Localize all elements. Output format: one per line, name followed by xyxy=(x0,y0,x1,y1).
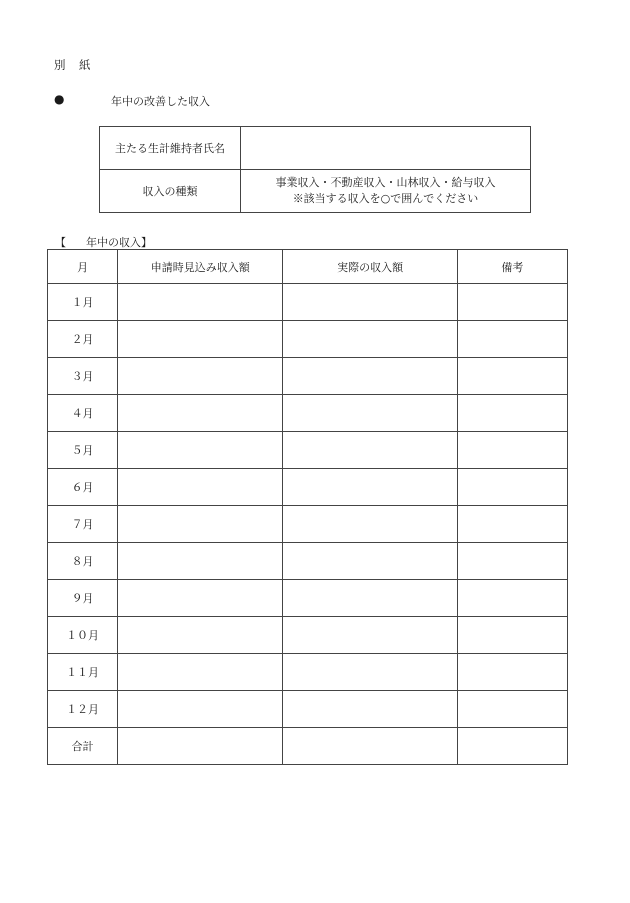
income-header-row xyxy=(48,250,568,284)
estimated-income-cell[interactable] xyxy=(118,691,283,728)
estimated-income-cell[interactable] xyxy=(118,469,283,506)
table-row xyxy=(48,395,568,432)
actual-income-cell[interactable] xyxy=(283,469,457,506)
actual-income-cell[interactable] xyxy=(283,506,457,543)
actual-income-cell[interactable] xyxy=(283,543,457,580)
estimated-income-cell[interactable] xyxy=(118,321,283,358)
remarks-cell[interactable] xyxy=(457,617,567,654)
remarks-cell[interactable] xyxy=(457,580,567,617)
income-table xyxy=(47,249,568,765)
table-row xyxy=(48,617,568,654)
table-row xyxy=(48,691,568,728)
actual-income-cell[interactable] xyxy=(283,728,457,765)
month-cell: ９月 xyxy=(48,580,118,617)
month-cell: ６月 xyxy=(48,469,118,506)
table-row xyxy=(48,284,568,321)
month-cell: ５月 xyxy=(48,432,118,469)
income-type-options: 事業収入・不動産収入・山林収入・給与収入 xyxy=(275,176,496,189)
table-row xyxy=(48,543,568,580)
info-table xyxy=(99,126,531,213)
table-row xyxy=(48,728,568,765)
info-row-name xyxy=(100,127,531,170)
estimated-income-cell[interactable] xyxy=(118,284,283,321)
actual-income-cell[interactable] xyxy=(283,284,457,321)
header-month: 月 xyxy=(48,250,118,284)
month-cell: ７月 xyxy=(48,506,118,543)
table-row xyxy=(48,469,568,506)
table-row xyxy=(48,321,568,358)
remarks-cell[interactable] xyxy=(457,728,567,765)
actual-income-cell[interactable] xyxy=(283,654,457,691)
estimated-income-cell[interactable] xyxy=(118,728,283,765)
info-value-name[interactable] xyxy=(241,127,531,170)
estimated-income-cell[interactable] xyxy=(118,432,283,469)
bullet-icon: ● xyxy=(54,92,65,106)
actual-income-cell[interactable] xyxy=(283,691,457,728)
document-title: 別 紙 xyxy=(54,58,92,72)
table-row xyxy=(48,432,568,469)
income-section-title-text: 年中の収入】 xyxy=(86,236,152,249)
remarks-cell[interactable] xyxy=(457,432,567,469)
estimated-income-cell[interactable] xyxy=(118,395,283,432)
estimated-income-cell[interactable] xyxy=(118,358,283,395)
estimated-income-cell[interactable] xyxy=(118,543,283,580)
estimated-income-cell[interactable] xyxy=(118,580,283,617)
remarks-cell[interactable] xyxy=(457,543,567,580)
actual-income-cell[interactable] xyxy=(283,321,457,358)
header-remarks: 備考 xyxy=(457,250,567,284)
info-label-type: 収入の種類 xyxy=(100,170,241,213)
section-heading: 年中の改善した収入 xyxy=(111,95,210,108)
month-cell: ２月 xyxy=(48,321,118,358)
month-cell: ４月 xyxy=(48,395,118,432)
actual-income-cell[interactable] xyxy=(283,580,457,617)
remarks-cell[interactable] xyxy=(457,321,567,358)
table-row xyxy=(48,506,568,543)
open-bracket: 【 xyxy=(55,236,66,249)
estimated-income-cell[interactable] xyxy=(118,617,283,654)
actual-income-cell[interactable] xyxy=(283,432,457,469)
info-value-type[interactable] xyxy=(241,170,531,213)
month-cell: １０月 xyxy=(48,617,118,654)
info-label-name: 主たる生計維持者氏名 xyxy=(100,127,241,170)
remarks-cell[interactable] xyxy=(457,284,567,321)
header-actual: 実際の収入額 xyxy=(283,250,457,284)
month-cell: １１月 xyxy=(48,654,118,691)
actual-income-cell[interactable] xyxy=(283,358,457,395)
info-row-type xyxy=(100,170,531,213)
income-section-title xyxy=(55,234,152,250)
month-cell: １２月 xyxy=(48,691,118,728)
table-row xyxy=(48,358,568,395)
remarks-cell[interactable] xyxy=(457,358,567,395)
remarks-cell[interactable] xyxy=(457,506,567,543)
estimated-income-cell[interactable] xyxy=(118,654,283,691)
month-cell: 合計 xyxy=(48,728,118,765)
table-row xyxy=(48,654,568,691)
month-cell: ８月 xyxy=(48,543,118,580)
remarks-cell[interactable] xyxy=(457,395,567,432)
remarks-cell[interactable] xyxy=(457,654,567,691)
income-type-note: ※該当する収入を○で囲んでください xyxy=(292,192,479,205)
remarks-cell[interactable] xyxy=(457,691,567,728)
header-estimated: 申請時見込み収入額 xyxy=(118,250,283,284)
table-row xyxy=(48,580,568,617)
actual-income-cell[interactable] xyxy=(283,617,457,654)
remarks-cell[interactable] xyxy=(457,469,567,506)
estimated-income-cell[interactable] xyxy=(118,506,283,543)
month-cell: ３月 xyxy=(48,358,118,395)
month-cell: １月 xyxy=(48,284,118,321)
actual-income-cell[interactable] xyxy=(283,395,457,432)
